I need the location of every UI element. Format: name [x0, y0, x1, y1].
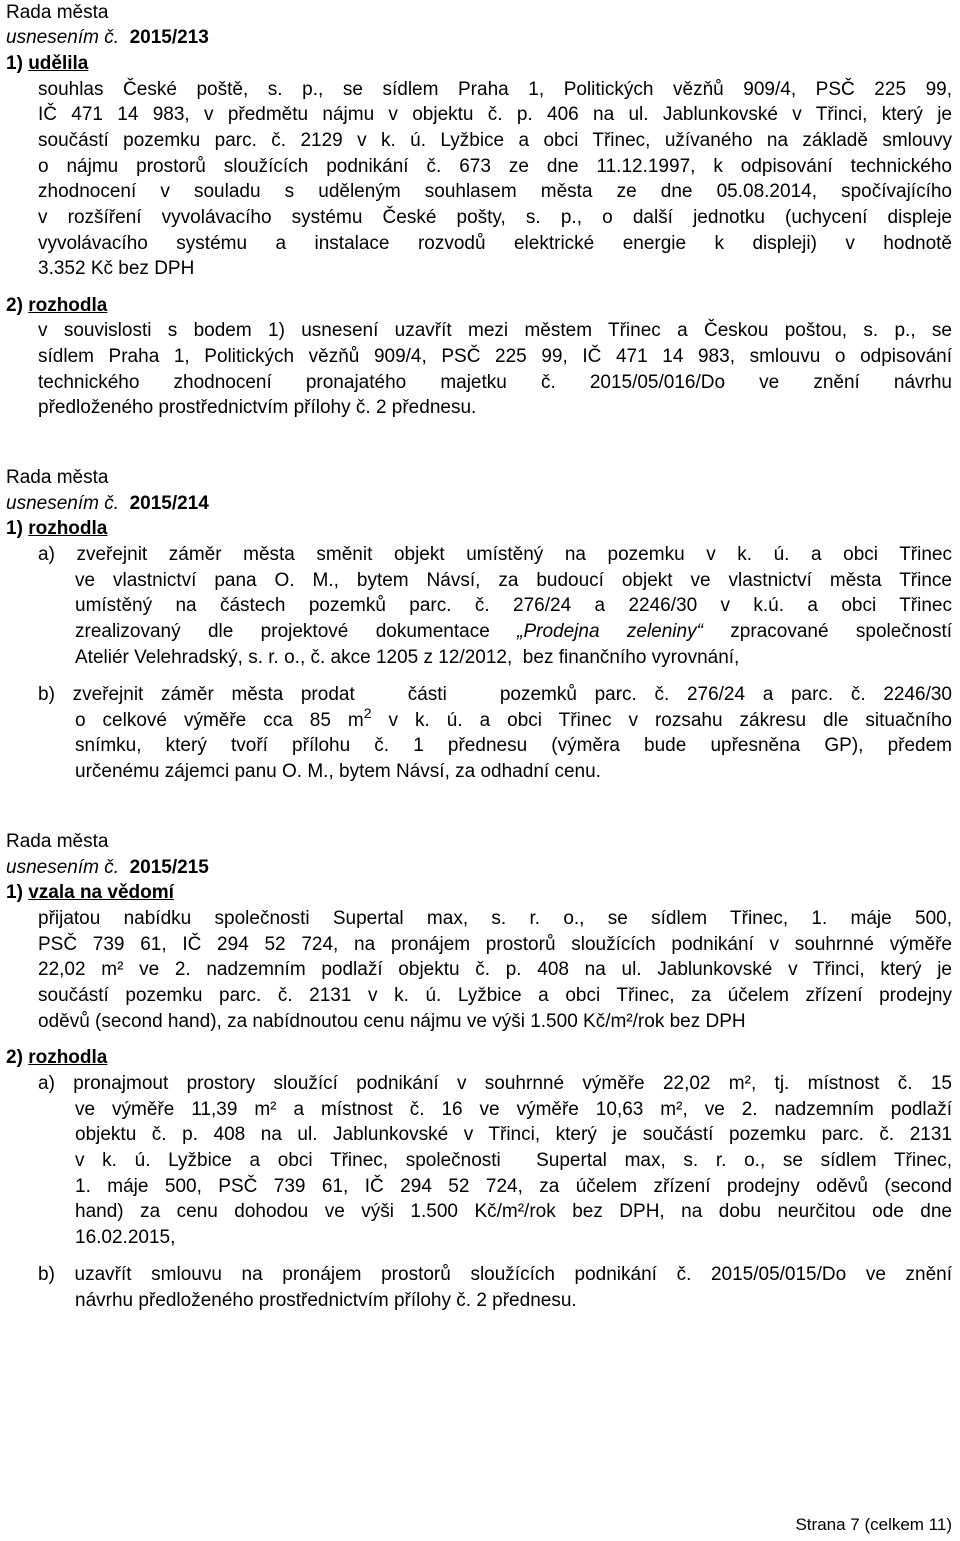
r215-item1-line-1: přijatou nabídku společnosti Supertal max, s. r. o., se sídlem Třinec, 1. máje 500, [38, 908, 952, 929]
r215-item1-line-3: 22,02 m² ve 2. nadzemním podlaží objektu č. p. 408 na ul. Jablunkovské v Třinci, který je [38, 959, 952, 980]
r214-a-line-3: umístěný na částech pozemků parc. č. 276/24 a 2246/30 v k.ú. a obci Třinec [75, 595, 952, 616]
r214-a-line-5: Ateliér Velehradský, s. r. o., č. akce 1205 z 12/2012, bez finančního vyrovnání, [75, 647, 740, 668]
r215-item1-line-5: oděvů (second hand), za nabídnoutou cenu nájmu ve výši 1.500 Kč/m²/rok bez DPH [38, 1011, 746, 1032]
r214-a-line-1: a) zveřejnit záměr města směnit objekt umístěný na pozemku v k. ú. a obci Třinec [38, 544, 952, 565]
r215-a-line-5: 1. máje 500, PSČ 739 61, IČ 294 52 724, za účelem zřízení prodejny oděvů (second [75, 1176, 952, 1197]
r215-b-line-1: b) uzavřít smlouvu na pronájem prostorů sloužících podnikání č. 2015/05/015/Do ve znění [38, 1264, 952, 1285]
r215-b-line-2: návrhu předloženého prostřednictvím přílohy č. 2 přednesu. [75, 1290, 577, 1311]
r214-b-line-1: b) zveřejnit záměr města prodat části pozemků parc. č. 276/24 a parc. č. 2246/30 [38, 684, 952, 705]
r213-item1-line-4: o nájmu prostorů sloužících podnikání č. 673 ze dne 11.12.1997, k odpisování technického [38, 156, 952, 177]
r215-a-line-1: a) pronajmout prostory sloužící podnikání v souhrnné výměře 22,02 m², tj. místnost č. 15 [38, 1073, 952, 1094]
header-rada-215: Rada města [6, 831, 109, 852]
r215-item1-line-2: PSČ 739 61, IČ 294 52 724, na pronájem prostorů sloužících podnikání v souhrnné výměře [38, 934, 952, 955]
r213-item2-line-2: sídlem Praha 1, Politických vězňů 909/4, PSČ 225 99, IČ 471 14 983, smlouvu o odpisování [38, 346, 952, 367]
r213-item1-line-1: souhlas České poště, s. p., se sídlem Praha 1, Politických vězňů 909/4, PSČ 225 99, [38, 79, 952, 100]
r214-b-line-2: o celkové výměře cca 85 $m^2$ v k. ú. a obci Třinec v rozsahu zákresu dle situačního [75, 708, 952, 734]
r213-item1-line-5: zhodnocení v souladu s uděleným souhlasem města ze dne 05.08.2014, spočívajícího [38, 181, 952, 202]
r215-a-line-7: 16.02.2015, [75, 1227, 176, 1248]
resolution-number-214 [6, 491, 209, 517]
r214-a-line-4: zrealizovaný dle projektové dokumentace „Prodejna zeleniny“ zpracované společností [75, 621, 952, 642]
r215-item1-line-4: součástí pozemku parc. č. 2131 v k. ú. Lyžbice a obci Třinec, za účelem zřízení prodejny [38, 985, 952, 1006]
heading-rozhodla-215: 2) rozhodla [6, 1047, 108, 1068]
r213-item1-line-8: 3.352 Kč bez DPH [38, 258, 195, 279]
r213-item2-line-3: technického zhodnocení pronajatého majetku č. 2015/05/016/Do ve znění návrhu [38, 372, 952, 393]
r213-item1-line-7: vyvolávacího systému a instalace rozvodů elektrické energie k displeji) v hodnotě [38, 233, 952, 254]
r215-a-line-2: ve výměře 11,39 m² a místnost č. 16 ve výměře 10,63 m², ve 2. nadzemním podlaží [75, 1099, 952, 1120]
r214-b-line-4: určenému zájemci panu O. M., bytem Návsí, za odhadní cenu. [75, 761, 601, 782]
project-name: „Prodejna zeleniny“ [517, 621, 703, 642]
r213-item2-line-4: předloženého prostřednictvím přílohy č. 2 přednesu. [38, 397, 477, 418]
r215-a-line-4: v k. ú. Lyžbice a obci Třinec, společnosti Supertal max, s. r. o., se sídlem Třinec, [75, 1150, 952, 1171]
resolution-number-215 [6, 855, 209, 881]
header-rada-213: Rada města [6, 2, 109, 23]
resolution-number: 2015/214 [129, 493, 209, 514]
usneseni-label: usnesením č. [6, 27, 119, 48]
usneseni-label: usnesením č. [6, 857, 119, 878]
heading-udelila: 1) udělila [6, 53, 89, 74]
r213-item1-line-6: v rozšíření vyvolávacího systému České pošty, s. p., o další jednotku (uchycení displeje [38, 207, 952, 228]
r213-item1-line-3: součástí pozemku parc. č. 2129 v k. ú. Lyžbice a obci Třinec, užívaného na základě smlouvy [38, 130, 952, 151]
resolution-number-213 [6, 25, 209, 51]
superscript-2: 2 [363, 708, 372, 721]
r214-b-line-3: snímku, který tvoří přílohu č. 1 přednesu (výměra bude upřesněna GP), předem [75, 735, 952, 756]
usneseni-label: usnesením č. [6, 493, 119, 514]
r213-item1-line-2: IČ 471 14 983, v předmětu nájmu v objektu č. p. 406 na ul. Jablunkovské v Třinci, který je [38, 104, 952, 125]
heading-rozhodla-214: 1) rozhodla [6, 518, 108, 539]
r215-a-line-3: objektu č. p. 408 na ul. Jablunkovské v Třinci, který je součástí pozemku parc. č. 2131 [75, 1124, 952, 1145]
resolution-number: 2015/213 [129, 27, 209, 48]
page-footer: Strana 7 (celkem 11) [795, 1515, 952, 1534]
r215-a-line-6: hand) za cenu dohodou ve výši 1.500 Kč/m²/rok bez DPH, na dobu neurčitou ode dne [75, 1201, 952, 1222]
header-rada-214: Rada města [6, 467, 109, 488]
r213-item2-line-1: v souvislosti s bodem 1) usnesení uzavřít mezi městem Třinec a Českou poštou, s. p., se [38, 320, 952, 341]
heading-rozhodla-213: 2) rozhodla [6, 295, 108, 316]
r214-a-line-2: ve vlastnictví pana O. M., bytem Návsí, za budoucí objekt ve vlastnictví města Třince [75, 570, 952, 591]
heading-vzala-na-vedomi: 1) vzala na vědomí [6, 882, 174, 903]
resolution-number: 2015/215 [129, 857, 209, 878]
